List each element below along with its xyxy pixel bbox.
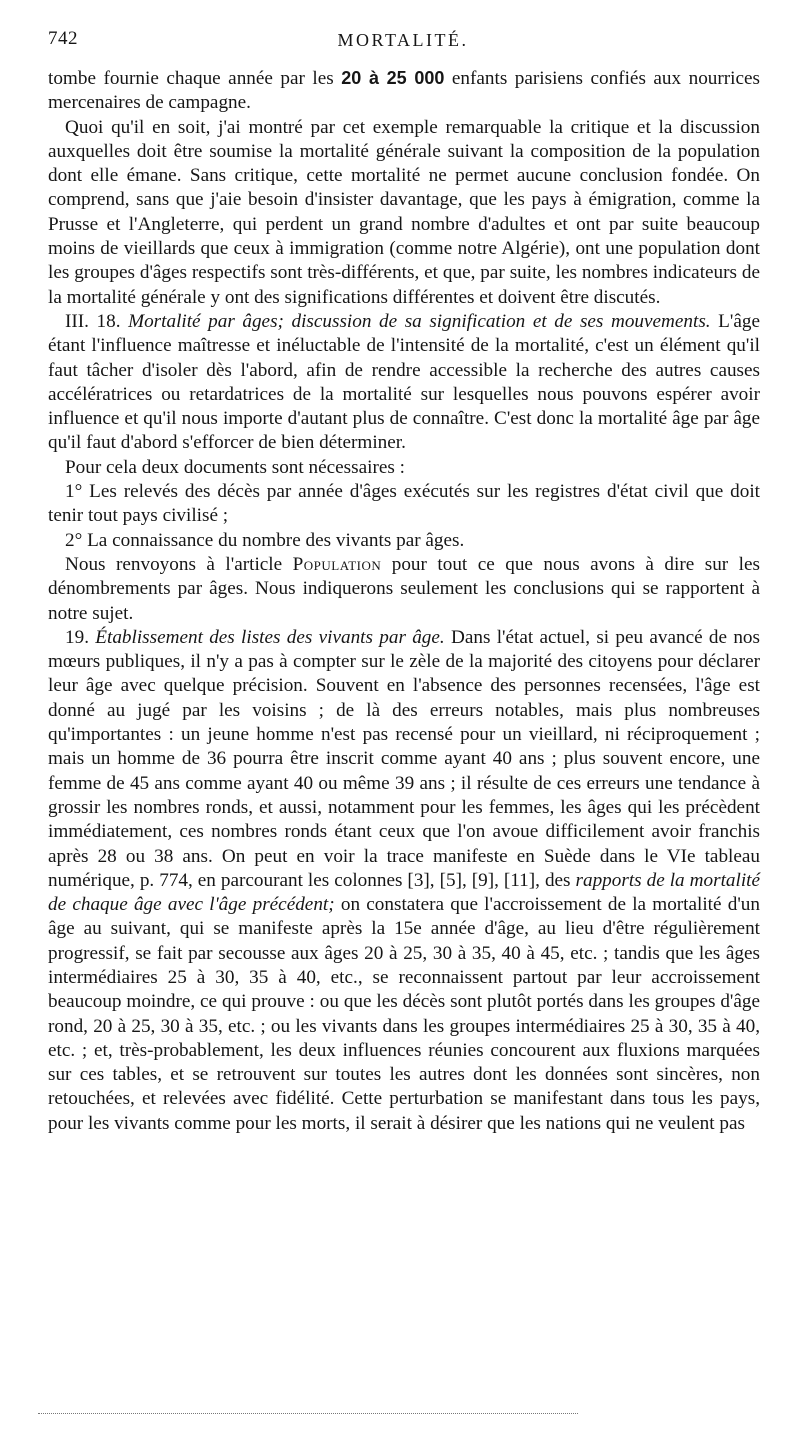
- paragraph-critique: Quoi qu'il en soit, j'ai montré par cet exemple remarquable la critique et la discussion auxquelles doit être soumise la mortalité générale suivant la composition de la population dont elle émane. Sans critique, cette mortalité ne permet aucune conclusion fondée. On comprend, sans que j'aie besoin d'insister davantage, que les pays à émigration, comme la Prusse et l'Angleterre, qui perdent un grand nombre d'adultes et ont par suite beaucoup moins de vieillards que ceux à immigration (comme notre Algérie), ont une population dont les groupes d'âges respectifs sont très-différents, et que, par suite, les nombres indicateurs de la mortalité générale y ont des significations différentes et doivent être discutés.: [48, 116, 760, 308]
- italic-phrase: rapports de la mortalité de chaque âge avec l'âge précédent;: [48, 869, 760, 916]
- paragraph-continuation: [48, 66, 760, 116]
- text-run: tombe fournie chaque année par les: [48, 68, 342, 89]
- section-heading: Mortalité par âges; discussion de sa signification et de ses mouvements.: [128, 310, 711, 332]
- text-run: Dans l'état actuel, si peu avancé de nos mœurs publiques, il n'y a pas à compter sur le zèle de la majorité des citoyens pour déclarer leur âge avec quelque précision. Souvent en l'absence des personnes recensées, l'âge est donné au jugé par les voisins ; de là des erreurs notables, mais plus nombreuses qu'importantes : un jeune homme n'est pas recensé pour un vieillard, ni réciproquement ; mais un homme de 36 pourra être inscrit comme ayant 40 ans ; plus souvent encore, une femme de 45 ans comme ayant 40 ou même 39 ans ; il résulte de ces erreurs une tendance à grossir les nombres ronds, et aussi, notamment pour les femmes, les âges qui les précèdent immédiatement, ces nombres ronds étant ceux que l'on avoue difficilement avoir franchis après 28 ou 38 ans. On peut en voir la trace manifeste en Suède dans le VIe tableau numérique, p. 774, en parcourant les colonnes [3], [5], [9], [11], des: [48, 626, 760, 891]
- article-reference: Population: [292, 553, 382, 575]
- section-number: 19.: [65, 626, 96, 648]
- bold-number: 20 à 25 000: [341, 68, 445, 88]
- page-number: 742: [48, 28, 78, 49]
- section-heading: Établissement des listes des vivants par âge.: [95, 626, 445, 648]
- page-header: [48, 28, 758, 58]
- running-head: MORTALITÉ.: [337, 30, 469, 50]
- list-item: 2° La connaissance du nombre des vivants par âges.: [65, 529, 465, 551]
- list-item: 1° Les relevés des décès par année d'âges exécutés sur les registres d'état civil que doit tenir tout pays civilisé ;: [48, 481, 760, 527]
- paragraph-section-19: [48, 626, 760, 1136]
- paragraph-documents-intro: Pour cela deux documents sont nécessaires :: [65, 456, 405, 478]
- text-run: enfants parisiens confiés aux nourrices mercenaires de campagne.: [48, 68, 760, 114]
- paragraph-section-18: [48, 310, 760, 456]
- section-number: III. 18.: [65, 310, 129, 332]
- paragraph-population-reference: [48, 553, 760, 626]
- text-run: on constatera que l'accroissement de la mortalité d'un âge au suivant, qui se manifeste après la 15e année d'âge, au lieu d'être régulièrement progressif, se fait par secousse aux âges 20 à 25, 30 à 35, 40 à 45, etc. ; tandis que les âges intermédiaires 25 à 30, 35 à 40, etc., se reconnaissent partout par leur accroissement beaucoup moindre, ce qui prouve : ou que les décès sont plutôt portés dans les groupes d'âge rond, 20 à 25, 30 à 35, etc. ; ou les vivants dans les groupes intermédiaires 25 à 30, 35 à 40, etc. ; et, très-probablement, les deux influences réunies concourent aux fluxions marquées sur ces tables, et se retrouvent sur toutes les autres dont les données sont sincères, non retouchées, et relevées avec fidélité. Cette perturbation se manifestant dans tous les pays, pour les vivants comme pour les morts, il serait à désirer que les nations qui ne veulent pas: [48, 894, 760, 1134]
- text-run: Nous renvoyons à l'article: [65, 553, 293, 575]
- documents-list: [48, 480, 760, 553]
- body-text: [48, 66, 760, 1136]
- text-run: pour tout ce que nous avons à dire sur les dénombrements par âges. Nous indiquerons seulement les conclusions qui se rapportent à notre sujet.: [48, 553, 760, 624]
- footer-rule: [38, 1413, 578, 1415]
- text-run: L'âge étant l'influence maîtresse et inéluctable de l'intensité de la mortalité, c'est un élément qu'il faut tâcher d'isoler dès l'abord, afin de rendre accessible la recherche des autres causes accélératrices ou retardatrices de la mortalité sur lesquelles nous pouvons espérer avoir influence et qu'il nous importe d'autant plus de connaître. C'est donc la mortalité âge par âge qu'il faut d'abord s'efforcer de bien déterminer.: [48, 310, 760, 454]
